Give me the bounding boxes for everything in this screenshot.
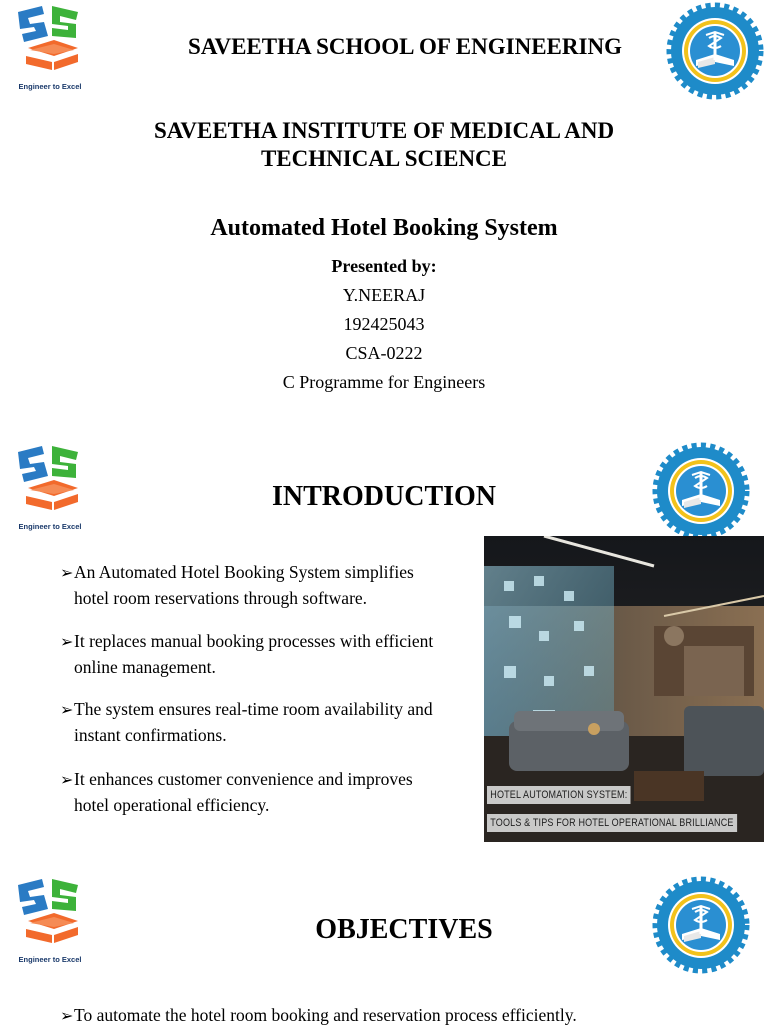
bullet-text-line2: hotel operational efficiency. bbox=[74, 795, 270, 815]
intro-bullet-4 bbox=[60, 767, 494, 817]
arrow-bullet-icon: ➢ bbox=[60, 702, 74, 719]
bullet-text-line1: An Automated Hotel Booking System simplifies bbox=[74, 562, 414, 582]
intro-bullet-1 bbox=[60, 560, 494, 610]
logo-tagline: Engineer to Excel bbox=[18, 522, 82, 531]
course-name: C Programme for Engineers bbox=[282, 372, 486, 392]
logo-tagline: Engineer to Excel bbox=[18, 82, 82, 91]
sse-logo bbox=[14, 4, 104, 96]
institute-seal-logo bbox=[666, 2, 764, 100]
presented-by-label: Presented by: bbox=[331, 256, 437, 276]
presenter-block bbox=[0, 252, 768, 397]
image-caption-subtitle: TOOLS & TIPS FOR HOTEL OPERATIONAL BRILLIANCE bbox=[487, 814, 737, 832]
school-name: SAVEETHA SCHOOL OF ENGINEERING bbox=[188, 34, 622, 59]
introduction-heading: INTRODUCTION bbox=[271, 481, 497, 512]
sse-logo-mark bbox=[14, 4, 86, 80]
bullet-text: To automate the hotel room booking and reservation process efficiently. bbox=[74, 1005, 577, 1025]
institute-seal-mark bbox=[666, 2, 764, 100]
register-number: 192425043 bbox=[343, 314, 425, 334]
objective-bullet-1 bbox=[60, 1003, 768, 1029]
image-caption-title: HOTEL AUTOMATION SYSTEM: bbox=[487, 786, 631, 804]
course-code: CSA-0222 bbox=[345, 343, 423, 363]
bullet-text-line1: The system ensures real-time room availability and bbox=[74, 699, 433, 719]
arrow-bullet-icon: ➢ bbox=[60, 1008, 74, 1025]
bullet-text-line2: online management. bbox=[74, 657, 216, 677]
intro-bullet-2 bbox=[60, 629, 494, 679]
institute-name-line1: SAVEETHA INSTITUTE OF MEDICAL AND bbox=[153, 118, 615, 143]
project-title: Automated Hotel Booking System bbox=[210, 215, 558, 241]
bullet-text-line2: hotel room reservations through software. bbox=[74, 588, 368, 608]
arrow-bullet-icon: ➢ bbox=[60, 772, 74, 789]
arrow-bullet-icon: ➢ bbox=[60, 565, 74, 582]
institute-name bbox=[0, 117, 768, 173]
presenter-name: Y.NEERAJ bbox=[342, 285, 426, 305]
bullet-text-line2: instant confirmations. bbox=[74, 725, 227, 745]
logo-tagline: Engineer to Excel bbox=[18, 955, 82, 964]
arrow-bullet-icon: ➢ bbox=[60, 634, 74, 651]
objectives-heading: OBJECTIVES bbox=[315, 914, 493, 945]
bullet-text-line1: It replaces manual booking processes with efficient bbox=[74, 631, 434, 651]
hotel-automation-image bbox=[484, 536, 764, 842]
intro-bullet-3 bbox=[60, 697, 494, 747]
institute-name-line2: TECHNICAL SCIENCE bbox=[260, 146, 508, 171]
bullet-text-line1: It enhances customer convenience and improves bbox=[74, 769, 413, 789]
